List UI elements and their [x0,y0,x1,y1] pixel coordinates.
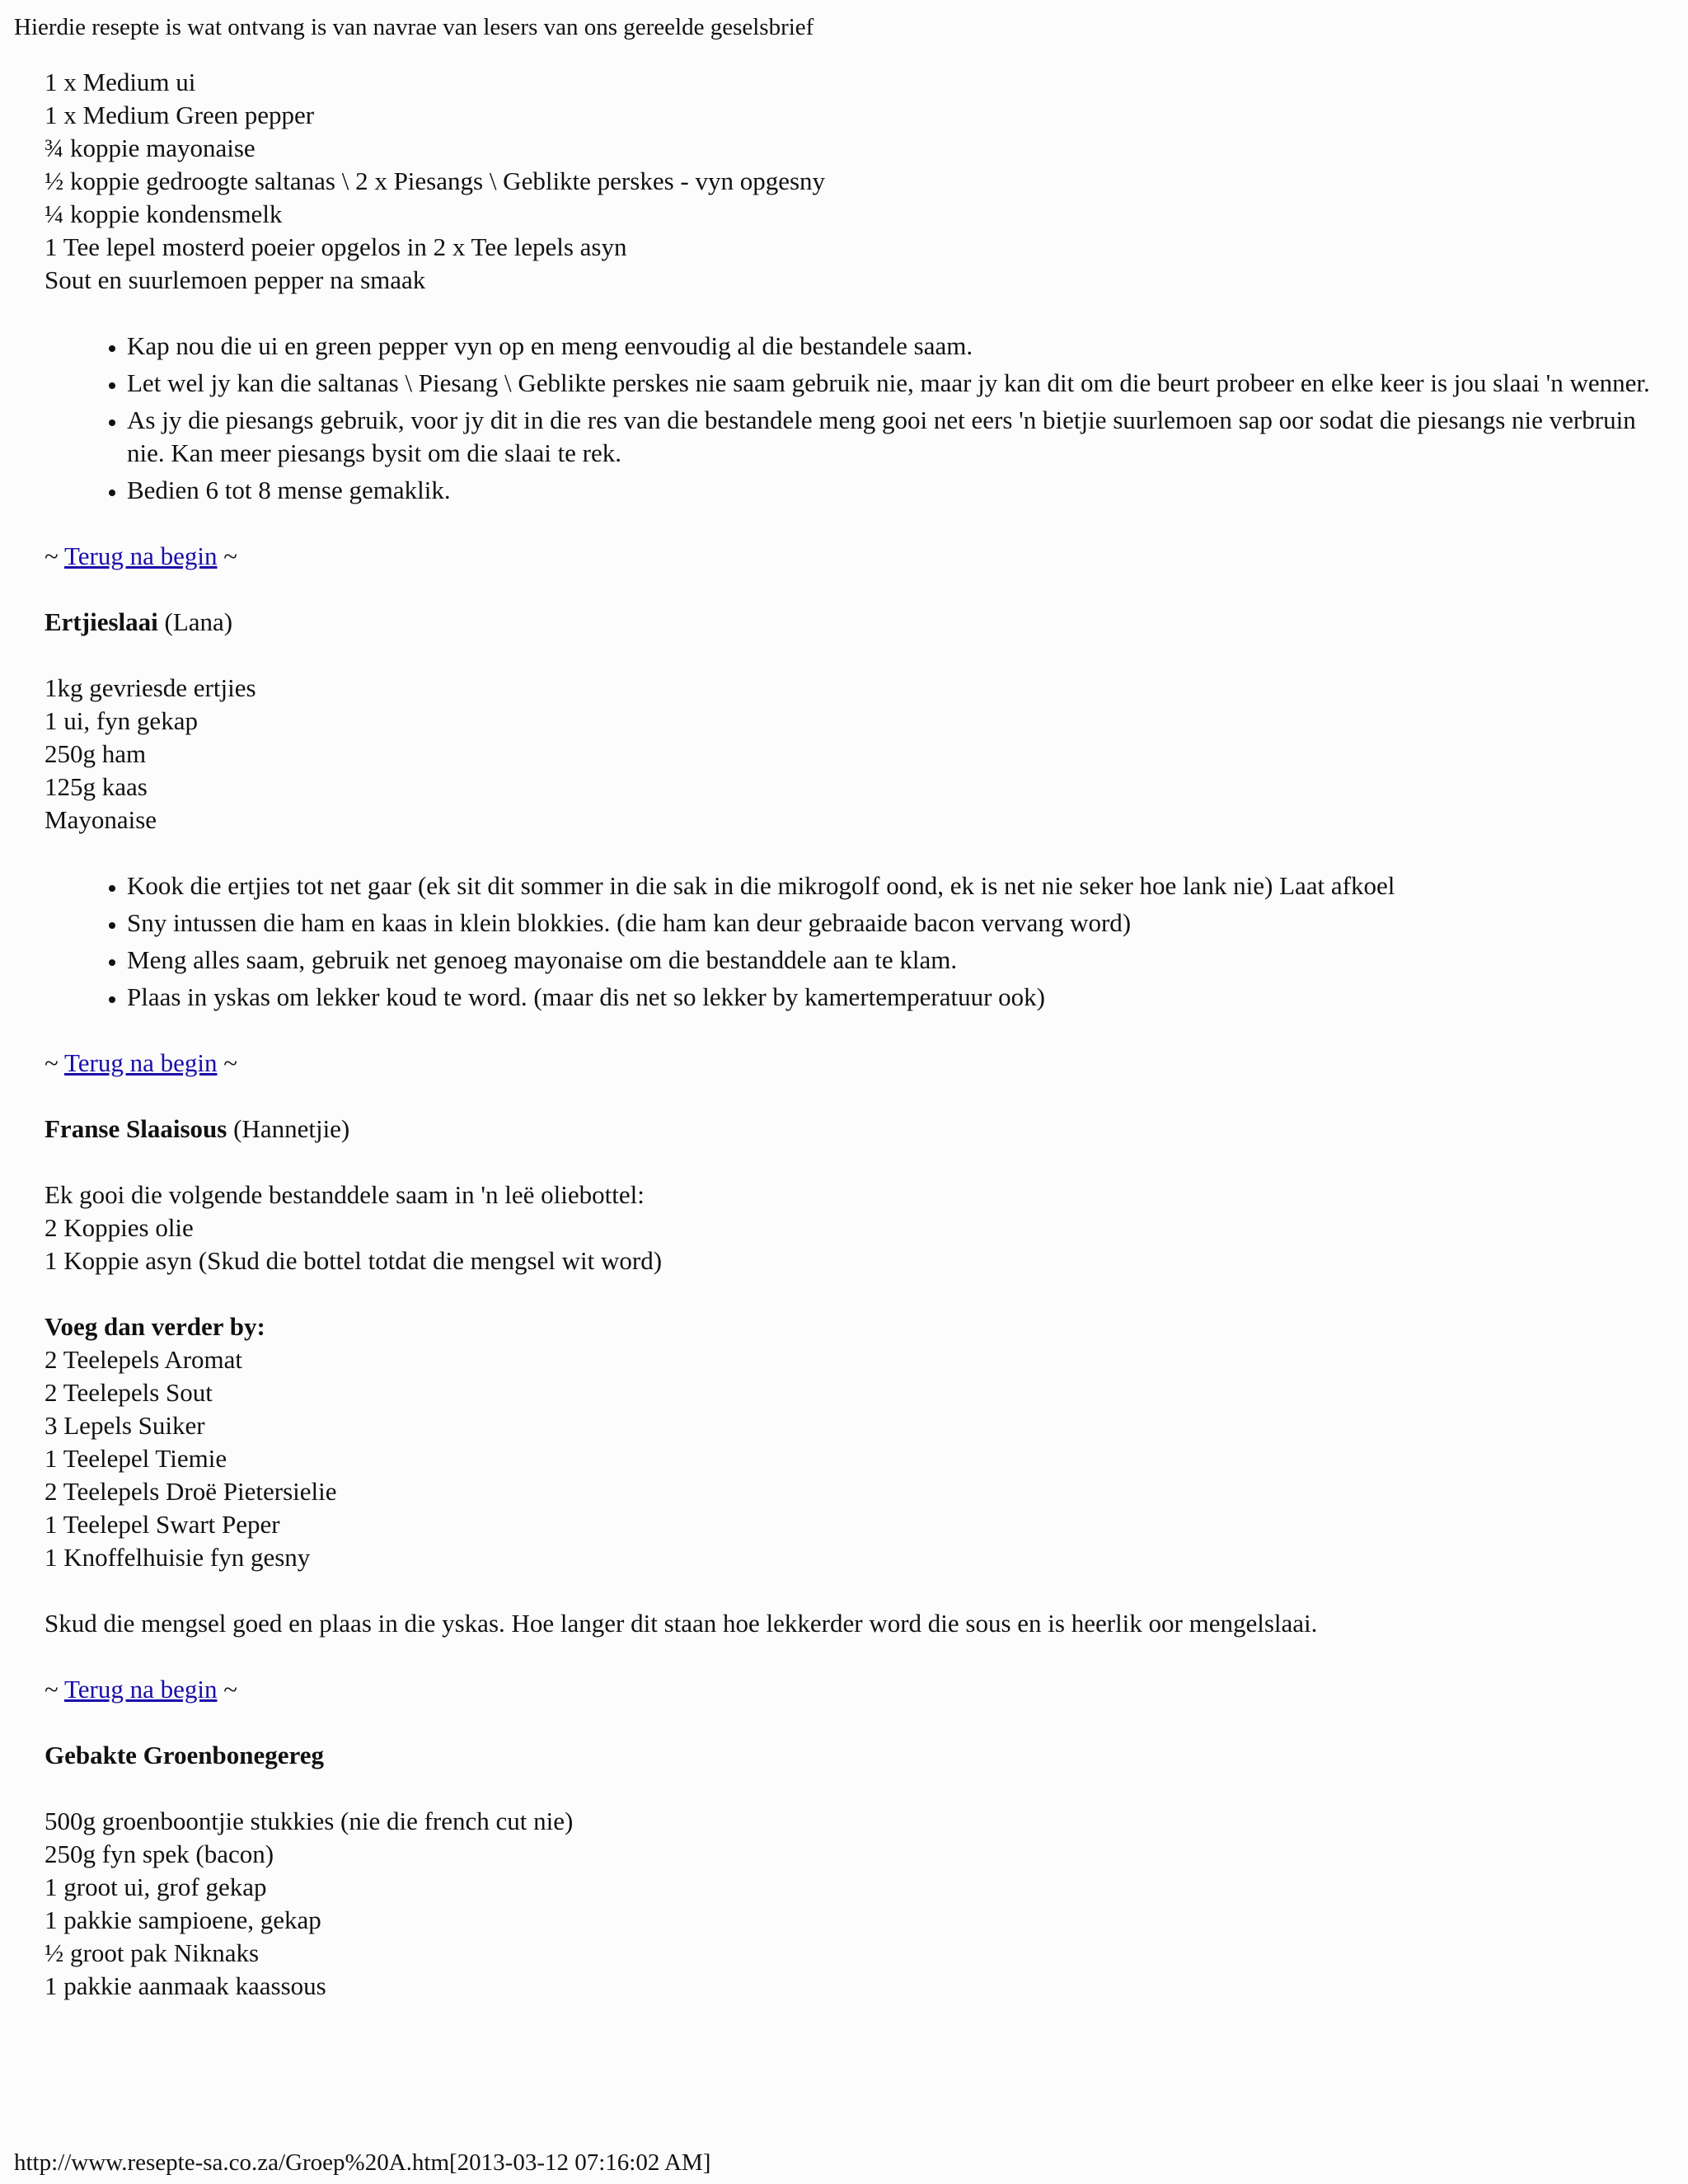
ingredient-line: 1kg gevriesde ertjies [45,673,256,702]
ingredient-line: 250g fyn spek (bacon) [45,1840,274,1868]
recipe-author: (Lana) [157,607,233,636]
step-item: • Sny intussen die ham en kaas in klein blokkies. (die ham kan deur gebraaide bacon vervang word) [127,907,1660,940]
ingredient-line: Mayonaise [45,805,157,834]
ingredient-line: 1 pakkie sampioene, gekap [45,1905,321,1934]
recipe2-heading [45,606,1660,639]
ingredient-line: 1 Tee lepel mosterd poeier opgelos in 2 x Tee lepels asyn [45,232,627,261]
intro-line: Ek gooi die volgende bestanddele saam in 'n leë oliebottel: [45,1180,645,1209]
back-to-top-link[interactable]: Terug na begin [63,1048,218,1077]
recipe2-steps [45,869,1660,1014]
ingredient-line: 250g ham [45,739,147,768]
step-item: • Bedien 6 tot 8 mense gemaklik. [127,474,1660,507]
recipe-content [45,66,1660,2003]
recipe3-intro [45,1179,1660,1277]
ingredient-line: 1 x Medium Green pepper [45,101,315,129]
back-link-suffix: ~ [217,1048,237,1077]
recipe-title: Franse Slaaisous [45,1114,227,1143]
ingredient-line: 2 Teelepels Droë Pietersielie [45,1477,337,1506]
step-item: • Plaas in yskas om lekker koud te word. (maar dis net so lekker by kamertemperatuur ook) [127,981,1660,1014]
recipe-title: Ertjieslaai [45,607,158,636]
ingredient-line: 125g kaas [45,772,148,801]
back-link-prefix: ~ [45,1048,64,1077]
ingredient-line: 1 x Medium ui [45,68,196,96]
back-to-top-line [45,1047,1660,1080]
back-link-prefix: ~ [45,541,64,570]
step-item: • Kap nou die ui en green pepper vyn op en meng eenvoudig al die bestandele saam. [127,330,1660,363]
ingredient-line: Sout en suurlemoen pepper na smaak [45,265,426,294]
ingredient-line: 1 groot ui, grof gekap [45,1872,267,1901]
recipe3-closing: Skud die mengsel goed en plaas in die yskas. Hoe langer dit staan hoe lekkerder word die sous en is heerlik oor mengelslaai. [45,1609,1318,1638]
ingredient-line: ½ koppie gedroogte saltanas \ 2 x Piesangs \ Geblikte perskes - vyn opgesny [45,166,826,195]
ingredient-line: 500g groenboontjie stukkies (nie die french cut nie) [45,1807,574,1835]
back-link-prefix: ~ [45,1675,64,1704]
ingredient-line: ½ groot pak Niknaks [45,1938,260,1967]
ingredient-line: 1 pakkie aanmaak kaassous [45,1971,326,2000]
step-item: • Meng alles saam, gebruik net genoeg mayonaise om die bestanddele aan te klam. [127,944,1660,977]
recipe3-ingredients [45,1310,1660,1574]
ingredient-line: ¼ koppie kondensmelk [45,199,283,228]
back-link-suffix: ~ [217,541,237,570]
ingredient-line: 3 Lepels Suiker [45,1411,205,1440]
ingredient-line: 1 Teelepel Swart Peper [45,1510,280,1539]
step-item: • As jy die piesangs gebruik, voor jy dit in die res van die bestandele meng gooi net eers 'n bietjie suurlemoen sap oor sodat die piesangs nie verbruin nie. Kan meer piesangs bysit om die slaai te rek. [127,404,1660,470]
recipe1-ingredients [45,66,1660,297]
ingredient-line: 2 Teelepels Sout [45,1378,213,1407]
recipe4-heading [45,1739,1660,1772]
recipe3-heading [45,1113,1660,1146]
recipe-subheading: Voeg dan verder by: [45,1312,265,1341]
recipe-author: (Hannetjie) [227,1114,350,1143]
intro-line: 2 Koppies olie [45,1213,194,1242]
step-item: • Kook die ertjies tot net gaar (ek sit dit sommer in die sak in die mikrogolf oond, ek is net nie seker hoe lank nie) Laat afkoel [127,869,1660,902]
back-to-top-link[interactable]: Terug na begin [63,1675,218,1704]
recipe2-ingredients [45,672,1660,837]
page-header-text: Hierdie resepte is wat ontvang is van navrae van lesers van ons gereelde geselsbrief [14,14,814,40]
recipe1-steps [45,330,1660,507]
back-link-suffix: ~ [217,1675,237,1704]
back-to-top-line [45,1673,1660,1706]
ingredient-line: 1 Teelepel Tiemie [45,1444,227,1473]
recipe-title: Gebakte Groenbonegereg [45,1741,324,1769]
recipe4-ingredients [45,1805,1660,2003]
back-to-top-link[interactable]: Terug na begin [63,541,218,570]
ingredient-line: ¾ koppie mayonaise [45,134,256,162]
ingredient-line: 2 Teelepels Aromat [45,1345,243,1374]
ingredient-line: 1 Knoffelhuisie fyn gesny [45,1543,311,1572]
ingredient-line: 1 ui, fyn gekap [45,706,198,735]
intro-line: 1 Koppie asyn (Skud die bottel totdat die mengsel wit word) [45,1246,663,1275]
page-footer-url: http://www.resepte-sa.co.za/Groep%20A.htm[2013-03-12 07:16:02 AM] [14,2149,711,2176]
back-to-top-line [45,540,1660,573]
step-item: • Let wel jy kan die saltanas \ Piesang \ Geblikte perskes nie saam gebruik nie, maar jy kan dit om die beurt probeer en elke keer is jou slaai 'n wenner. [127,367,1660,400]
